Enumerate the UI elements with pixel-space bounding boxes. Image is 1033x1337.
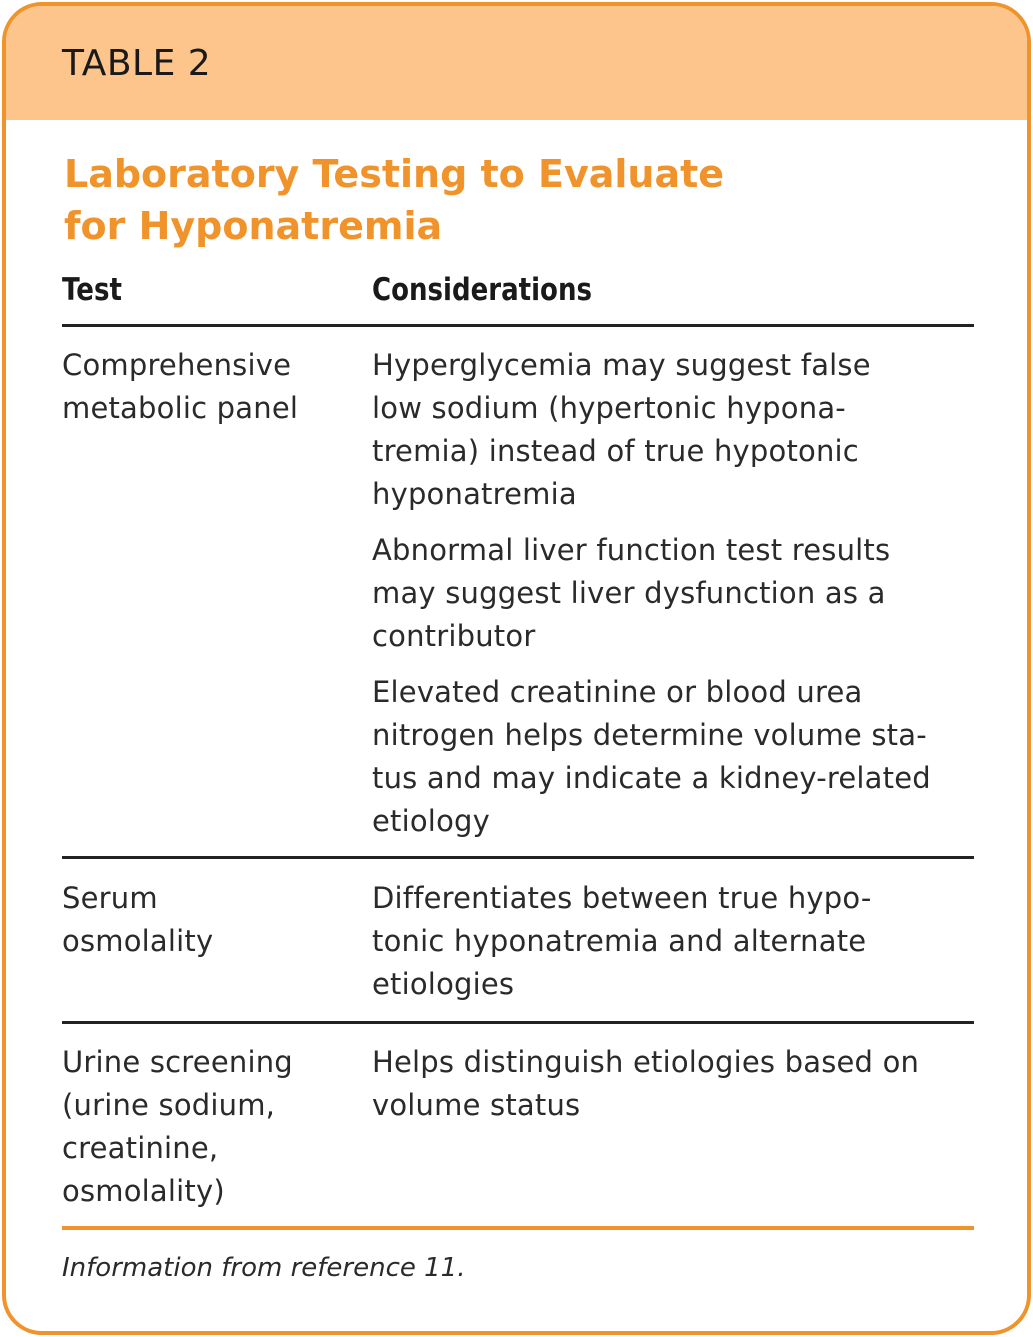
- table-row-consideration: Differentiates between true hypo- tonic hyponatremia and alternate etiologies: [372, 881, 872, 1001]
- table-row-consideration: Abnormal liver function test results may suggest liver dysfunction as a contributor: [372, 533, 891, 653]
- table-label: TABLE 2: [62, 43, 212, 84]
- row-divider: [62, 1021, 974, 1024]
- table-title-line: Laboratory Testing to Evaluate: [64, 152, 725, 196]
- table-card: [2, 2, 1031, 1335]
- table-bottom-rule: [62, 1226, 974, 1230]
- column-header-test: Test: [62, 272, 122, 308]
- table-row-consideration: Helps distinguish etiologies based on volume status: [372, 1045, 920, 1122]
- table-title: [64, 148, 864, 252]
- footnote: Information from reference 11.: [62, 1253, 466, 1283]
- header-divider: [62, 324, 974, 327]
- column-header-considerations: Considerations: [372, 272, 592, 308]
- table-row-consideration: Elevated creatinine or blood urea nitrogen helps determine volume sta- tus and may indicate a kidney-related etiology: [372, 675, 931, 838]
- table-row-consideration: Hyperglycemia may suggest false low sodium (hypertonic hypona- tremia) instead of true hypotonic hyponatremia: [372, 348, 871, 511]
- table-row-test-cell: Urine screening (urine sodium, creatinine, osmolality): [62, 1045, 293, 1208]
- table-row-test-cell: Comprehensive metabolic panel: [62, 348, 299, 425]
- row-divider: [62, 856, 974, 859]
- table-row-test-cell: Serum osmolality: [62, 881, 214, 958]
- table-title-line: for Hyponatremia: [64, 204, 443, 248]
